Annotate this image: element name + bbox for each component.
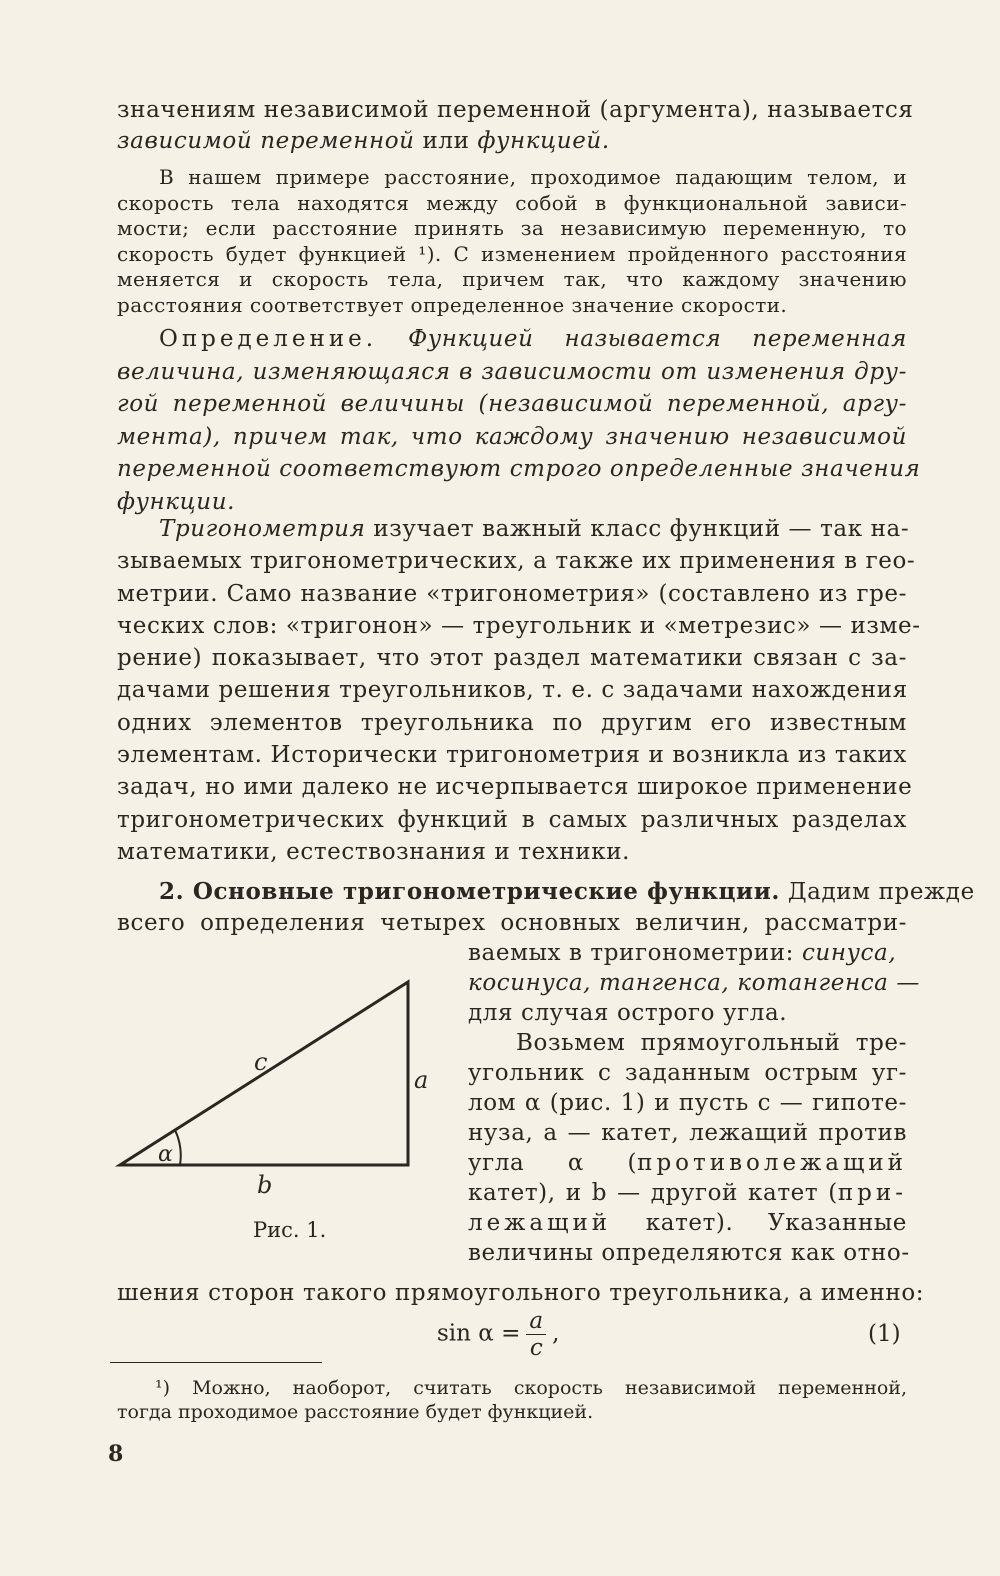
text-line: шения сторон такого прямоугольного треугольника, а именно: <box>117 1280 925 1306</box>
text-line: метрии. Само название «тригонометрия» (составлено из гре- <box>117 580 907 607</box>
text-line: косинуса, тангенса, котангенса — <box>468 970 920 996</box>
trig-paragraph <box>117 513 921 868</box>
section-2-right-column <box>468 938 920 1268</box>
text-line: Определение. Функцией называется переменная <box>159 326 907 352</box>
text-line: угольник с заданным острым уг- <box>468 1060 907 1086</box>
fraction-denominator: c <box>529 1335 543 1361</box>
text-line: одних элементов треугольника по другим его известным <box>117 709 907 736</box>
text-line: значениям независимой переменной (аргумента), называется <box>117 97 914 123</box>
footnote-line: тогда проходимое расстояние будет функцией. <box>117 1401 594 1423</box>
label-c: c <box>254 1048 268 1076</box>
section-2 <box>117 876 975 939</box>
text-line: лежащий катет). Указанные <box>468 1210 907 1236</box>
text-line: для случая острого угла. <box>468 1000 788 1026</box>
definition-label: Определение. <box>159 326 378 352</box>
text-line: скорость тела находятся между собой в функциональной зависи- <box>117 190 907 215</box>
text-line: лом α (рис. 1) и пусть c — гипоте- <box>468 1090 907 1116</box>
text-line: меняется и скорость тела, причем так, что каждому значению <box>117 267 907 292</box>
text-line: скорость будет функцией ¹). С изменением пройденного расстояния <box>117 241 907 266</box>
text-line: зываемых тригонометрических, а также их применения в гео- <box>117 548 916 575</box>
label-alpha: α <box>158 1142 173 1167</box>
text-line: нуза, a — катет, лежащий против <box>468 1120 907 1146</box>
definition-paragraph <box>117 323 921 518</box>
text-line: угла α (противолежащий <box>468 1150 907 1176</box>
equation-number: (1) <box>868 1321 901 1347</box>
fraction-numerator: a <box>526 1308 546 1335</box>
footnote-divider <box>110 1362 322 1363</box>
text-line: тригонометрических функций в самых различных разделах <box>117 806 907 833</box>
text-line: ваемых в тригонометрии: синуса, <box>468 940 897 966</box>
text-line: математики, естествознания и техники. <box>117 838 631 865</box>
top-paragraph <box>117 95 914 157</box>
formula-lhs: sin α = <box>437 1320 521 1347</box>
text-line: Возьмем прямоугольный тре- <box>516 1030 907 1056</box>
section-heading-line: 2. Основные тригонометрические функции. Дадим прежде <box>159 878 975 905</box>
text-line: рение) показывает, что этот раздел математики связан с за- <box>117 645 907 672</box>
section-2-last-line <box>117 1278 925 1309</box>
text-line: зависимой переменной или функцией. <box>117 128 610 154</box>
page-number: 8 <box>108 1441 124 1467</box>
text-line: величина, изменяющаяся в зависимости от изменения дру- <box>117 358 907 385</box>
label-a: a <box>414 1066 429 1094</box>
fraction <box>526 1308 546 1361</box>
footnote <box>117 1376 907 1424</box>
text-line: величины определяются как отно- <box>468 1240 910 1266</box>
text-line: переменной соответствуют строго определенные значения <box>117 456 921 482</box>
text-line: задач, но ими далеко не исчерпывается широкое применение <box>117 774 913 801</box>
text-line: катет), и b — другой катет (при- <box>468 1180 907 1206</box>
text-line: ческих слов: «тригонон» — треугольник и «метрезис» — изме- <box>117 612 921 639</box>
example-paragraph <box>117 165 907 319</box>
text-line: функции. <box>117 488 236 515</box>
text-line: всего определения четырех основных величин, рассматри- <box>117 910 907 936</box>
label-b: b <box>257 1171 273 1199</box>
text-line: расстояния соответствует определенное значение скорости. <box>117 292 788 317</box>
angle-arc <box>175 1130 181 1165</box>
text-line: Тригонометрия изучает важный класс функций — так на- <box>159 516 910 542</box>
text-line: элементам. Исторически тригонометрия и возникла из таких <box>117 742 907 769</box>
formula-sin: sin α = $\frac{a}{c}$ , <box>437 1308 560 1361</box>
figure-1 <box>112 975 442 1245</box>
text-line: дачами решения треугольников, т. е. с задачами нахождения <box>117 677 908 704</box>
text-line: мента), причем так, что каждому значению независимой <box>117 423 907 450</box>
right-triangle-diagram <box>112 975 442 1245</box>
figure-caption: Рис. 1. <box>253 1218 327 1242</box>
text-line: мости; если расстояние принять за независимую переменную, то <box>117 216 907 241</box>
text-line: В нашем примере расстояние, проходимое падающим телом, и <box>159 165 907 189</box>
section-heading: 2. Основные тригонометрические функции. <box>159 878 780 905</box>
text-line: гой переменной величины (независимой переменной, аргу- <box>117 391 907 417</box>
footnote-line: ¹) Можно, наоборот, считать скорость независимой переменной, <box>155 1377 907 1399</box>
